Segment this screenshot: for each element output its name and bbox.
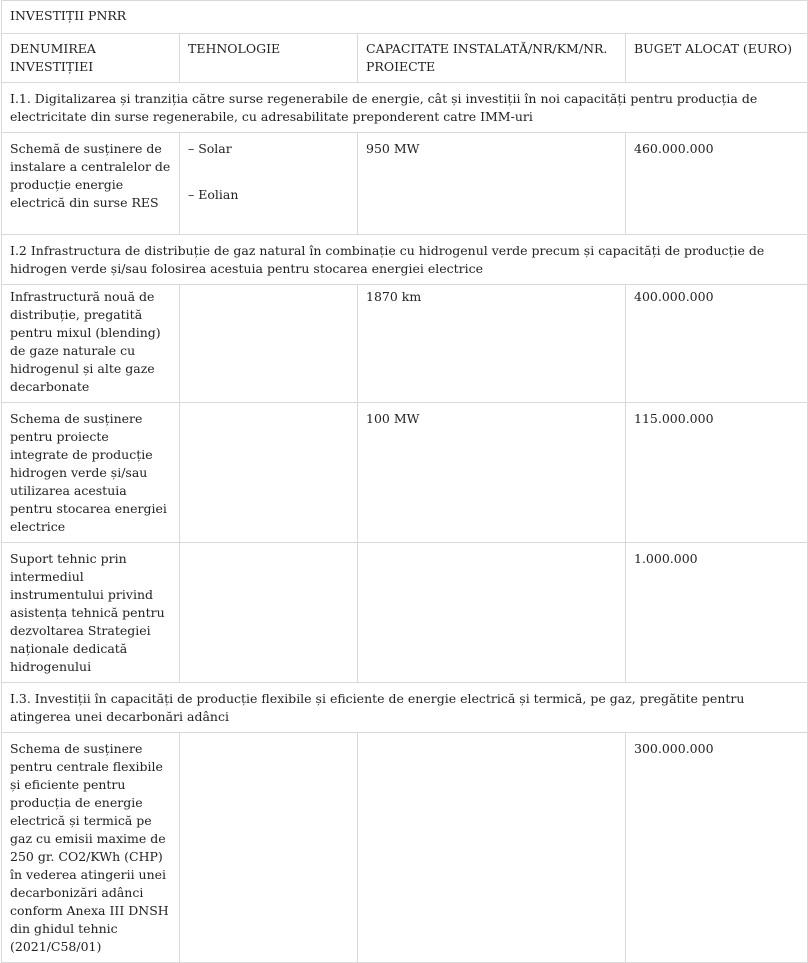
capacity-cell [358, 733, 626, 963]
technology-cell [180, 285, 358, 403]
technology-item: – Solar [188, 141, 232, 156]
header-row [2, 34, 808, 83]
budget-cell: 400.000.000 [626, 285, 808, 403]
table-row [2, 285, 808, 403]
table-row [2, 733, 808, 963]
capacity-cell: 950 MW [358, 133, 626, 235]
section-heading: I.2 Infrastructura de distribuție de gaz natural în combinație cu hidrogenul verde precum și capacități de producție de hidrogen verde și/sau folosirea acestuia pentru stocarea energiei electrice [2, 235, 808, 285]
table-row [2, 543, 808, 683]
section-heading-row [2, 683, 808, 733]
budget-cell: 115.000.000 [626, 403, 808, 543]
table-title: INVESTIȚII PNRR [2, 1, 808, 34]
investment-name-cell: Schema de susținere pentru proiecte integrate de producție hidrogen verde și/sau utilizarea acestuia pentru stocarea energiei electrice [2, 403, 180, 543]
capacity-cell: 1870 km [358, 285, 626, 403]
capacity-cell [358, 543, 626, 683]
header-capacity: CAPACITATE INSTALATĂ/NR/KM/NR. PROIECTE [358, 34, 626, 83]
investment-name-cell: Schema de susținere pentru centrale flexibile și eficiente pentru producția de energie electrică și termică pe gaz cu emisii maxime de 250 gr. CO2/KWh (CHP) în vederea atingerii unei decarbonizări adânci conform Anexa III DNSH din ghidul tehnic (2021/C58/01) [2, 733, 180, 963]
technology-cell [180, 543, 358, 683]
investments-table [1, 0, 808, 963]
technology-item: – Eolian [188, 187, 239, 202]
table-row [2, 403, 808, 543]
technology-cell [180, 133, 358, 235]
technology-cell [180, 733, 358, 963]
budget-cell: 1.000.000 [626, 543, 808, 683]
header-budget: BUGET ALOCAT (EURO) [626, 34, 808, 83]
header-investment-name: DENUMIREA INVESTIȚIEI [2, 34, 180, 83]
header-technology: TEHNOLOGIE [180, 34, 358, 83]
investment-name-cell: Infrastructură nouă de distribuție, pregatită pentru mixul (blending) de gaze naturale cu hidrogenul și alte gaze decarbonate [2, 285, 180, 403]
investment-name-cell: Suport tehnic prin intermediul instrumentului privind asistența tehnică pentru dezvoltarea Strategiei naționale dedicată hidrogenului [2, 543, 180, 683]
table-row [2, 133, 808, 235]
section-heading-row [2, 235, 808, 285]
section-heading: I.1. Digitalizarea și tranziția către surse regenerabile de energie, cât și investiții în noi capacități pentru producția de electricitate din surse regenerabile, cu adresabilitate preponderent catre IMM-uri [2, 83, 808, 133]
section-heading-row [2, 83, 808, 133]
technology-cell [180, 403, 358, 543]
section-heading: I.3. Investiții în capacități de producție flexibile și eficiente de energie electrică și termică, pe gaz, pregătite pentru atingerea unei decarbonări adânci [2, 683, 808, 733]
spacer [188, 158, 349, 186]
capacity-cell: 100 MW [358, 403, 626, 543]
investment-name-cell: Schemă de susținere de instalare a centralelor de producție energie electrică din surse RES [2, 133, 180, 235]
table-title-row [2, 1, 808, 34]
budget-cell: 460.000.000 [626, 133, 808, 235]
budget-cell: 300.000.000 [626, 733, 808, 963]
